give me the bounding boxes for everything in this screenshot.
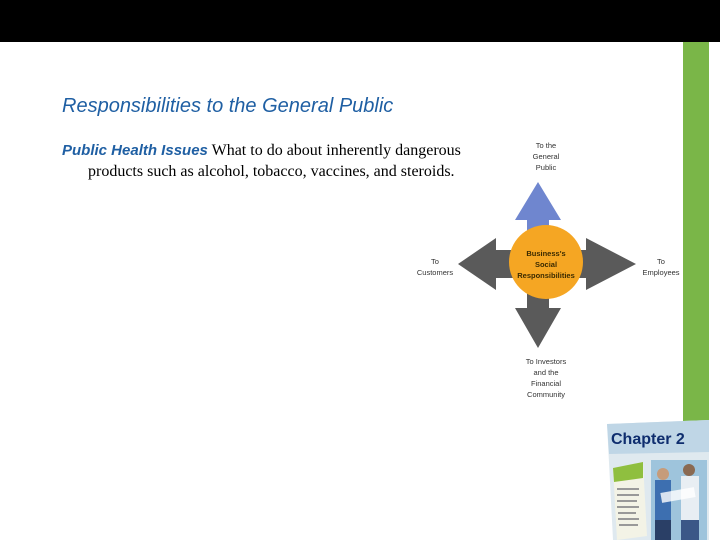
center-label: Business's Social Responsibilities	[517, 249, 575, 280]
top-bar	[0, 0, 720, 42]
label-investors: To Investors and the Financial Community	[525, 357, 567, 399]
book-title: Chapter 2	[611, 431, 685, 448]
term-heading: Public Health Issues	[62, 142, 208, 159]
label-general-public: To the General Public	[532, 141, 560, 172]
label-employees: To Employees	[642, 257, 680, 277]
body-line-1: What to do about inherently dangerous	[207, 142, 461, 159]
social-responsibility-diagram	[408, 130, 693, 410]
chapter-2-book-cover	[603, 418, 711, 540]
label-customers: To Customers	[416, 257, 454, 277]
body-line-2: products such as alcohol, tobacco, vaccines, and steroids.	[88, 163, 455, 180]
book-cover-image	[603, 418, 711, 540]
slide-title: Responsibilities to the General Public	[62, 95, 394, 117]
arrow-down	[515, 290, 561, 348]
